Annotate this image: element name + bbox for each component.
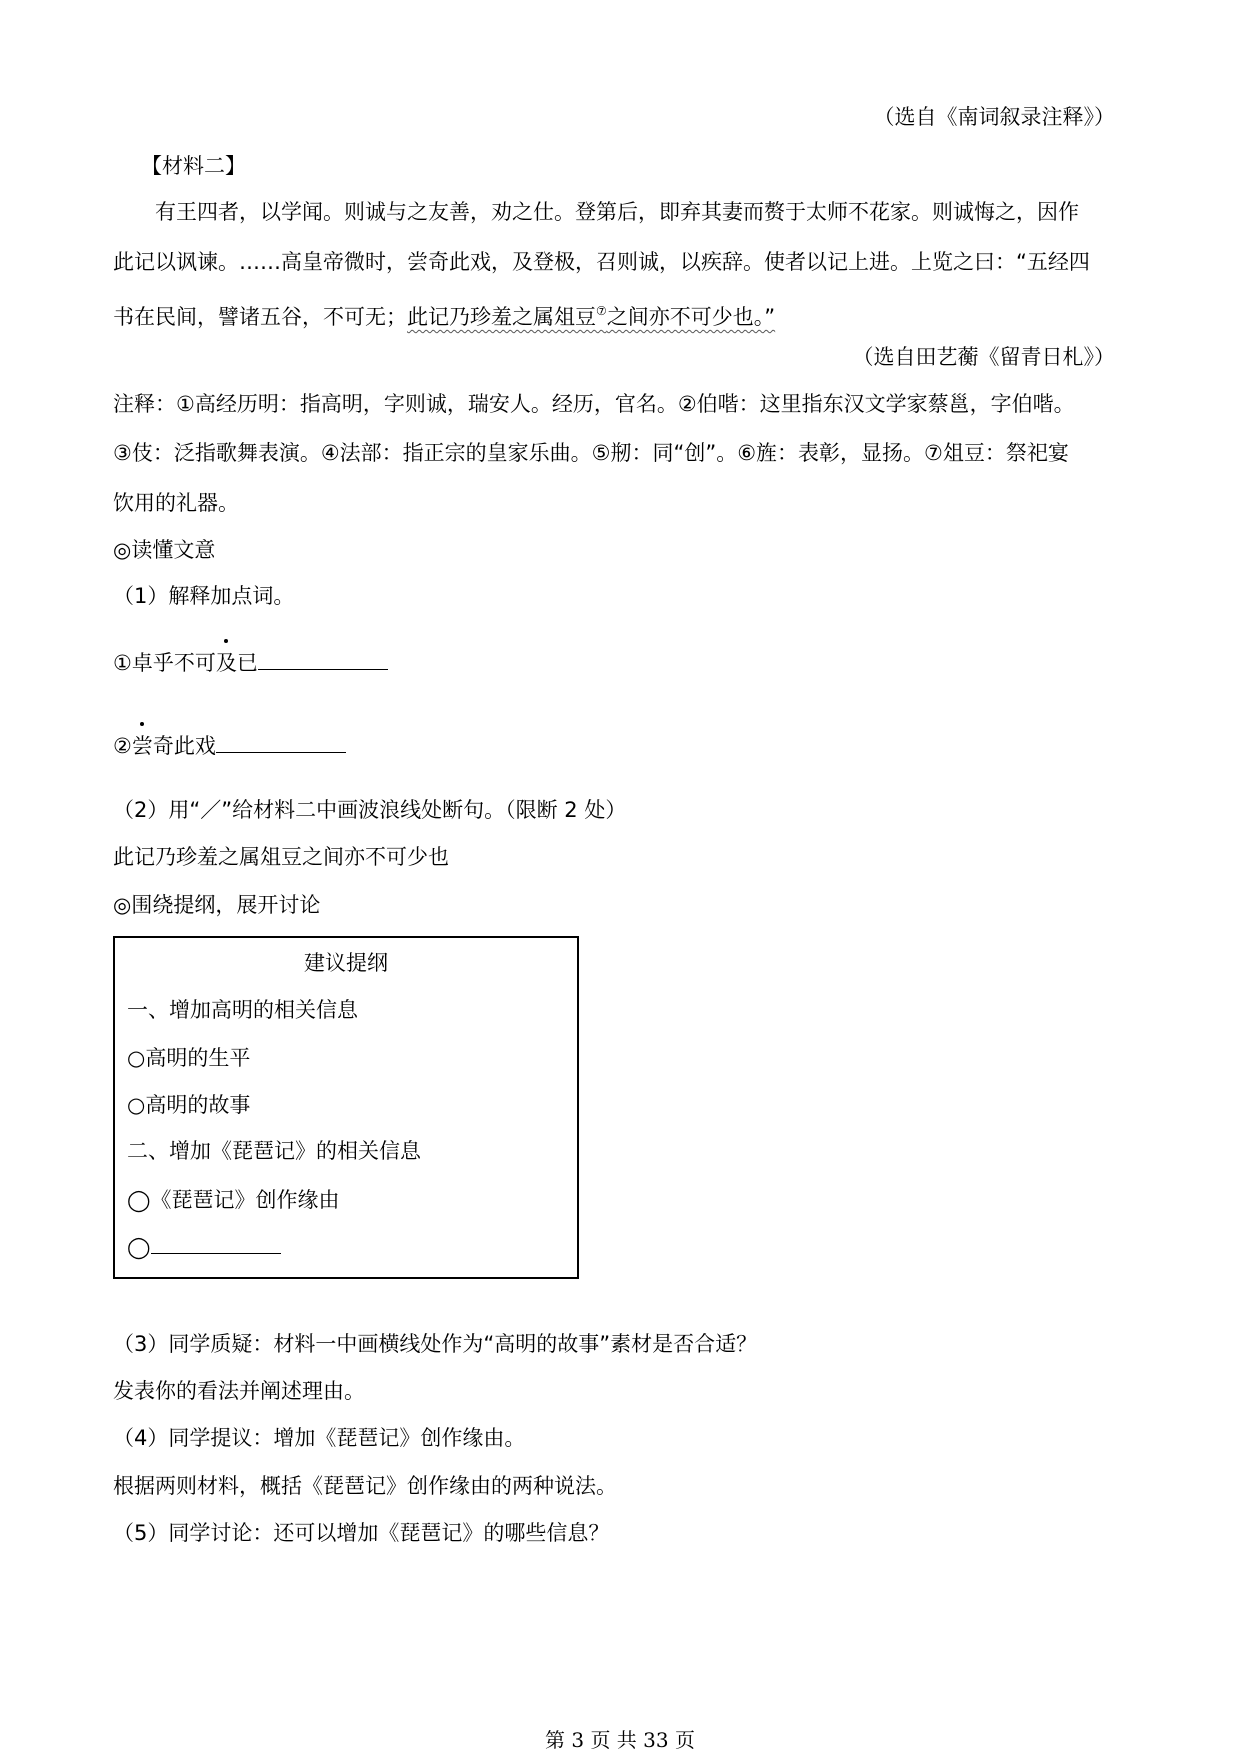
question-5: （5）同学讨论：还可以增加《琵琶记》的哪些信息？ (113, 1521, 610, 1545)
question-3: （3）同学质疑：材料一中画横线处作为“高明的故事”素材是否合适？ (113, 1332, 758, 1356)
notes-line: 饮用的礼器。 (113, 491, 239, 515)
outline-item: 一、增加高明的相关信息 (127, 998, 358, 1022)
section-heading: ◎读懂文意 (113, 538, 216, 562)
question-2: （2）用“／”给材料二中画波浪线处断句。（限断 2 处） (113, 798, 627, 822)
answer-blank[interactable] (258, 649, 388, 670)
text: 奇此戏 (152, 734, 216, 758)
outline-box (113, 936, 579, 1279)
footnote-marker: ⑦ (596, 304, 607, 318)
material2-heading: 【材料二】 (141, 154, 246, 178)
material2-line: 此记以讽谏。……高皇帝微时，尝奇此戏，及登极，召则诚，以疾辞。使者以记上进。上览之曰：“五经四 (113, 250, 1090, 274)
text: 之间亦不可少也。” (606, 305, 776, 329)
outline-item: ◯《琵琶记》创作缘由 (127, 1188, 340, 1212)
outline-item: ○高明的故事 (127, 1093, 251, 1117)
outline-title: 建议提纲 (304, 951, 388, 975)
text: ①卓乎不可 (113, 651, 216, 675)
question-3-task: 发表你的看法并阐述理由。 (113, 1379, 365, 1403)
notes-line: 注释：①高经历明：指高明，字则诚，瑞安人。经历，官名。②伯喈：这里指东汉文学家蔡邕，字伯喈。 (113, 392, 1075, 416)
outline-item (127, 1233, 281, 1260)
text: 已 (236, 651, 258, 675)
section-heading: ◎围绕提纲，展开讨论 (113, 893, 321, 917)
q2-sentence: 此记乃珍羞之属俎豆之间亦不可少也 (113, 845, 449, 869)
text: ② (113, 734, 132, 758)
text: 书在民间，譬诸五谷，不可无； (113, 305, 407, 329)
question-4-task: 根据两则材料，概括《琵琶记》创作缘由的两种说法。 (113, 1474, 617, 1498)
outline-item: ○高明的生平 (127, 1046, 251, 1070)
material2-line (113, 298, 775, 330)
text: 此记乃珍羞之属俎豆 (407, 305, 596, 329)
notes-line: ③伎：泛指歌舞表演。④法部：指正宗的皇家乐曲。⑤剏：同“创”。⑥旌：表彰，显扬。⑦俎豆：祭祀宴 (113, 441, 1069, 465)
q1-item-1 (113, 649, 388, 676)
question-4: （4）同学提议：增加《琵琶记》创作缘由。 (113, 1426, 526, 1450)
page-footer: 第 3 页 共 33 页 (545, 1728, 695, 1752)
text: ◯ (127, 1235, 151, 1259)
source-citation-1: （选自《南词叙录注释》） (873, 105, 1115, 129)
dotted-char: 及 (215, 651, 237, 675)
answer-blank[interactable] (216, 732, 346, 753)
q1-item-2 (113, 732, 346, 759)
material2-line: 有王四者，以学闻。则诚与之友善，劝之仕。登第后，即弃其妻而赘于太师不花家。则诚悔之，因作 (155, 200, 1079, 224)
source-citation-2: （选自田艺蘅《留青日札》） (852, 345, 1115, 369)
wavy-underlined-text (407, 305, 775, 329)
dotted-char: 尝 (131, 734, 153, 758)
outline-item: 二、增加《琵琶记》的相关信息 (127, 1139, 421, 1163)
question-1: （1）解释加点词。 (113, 584, 295, 608)
answer-blank[interactable] (151, 1233, 281, 1254)
